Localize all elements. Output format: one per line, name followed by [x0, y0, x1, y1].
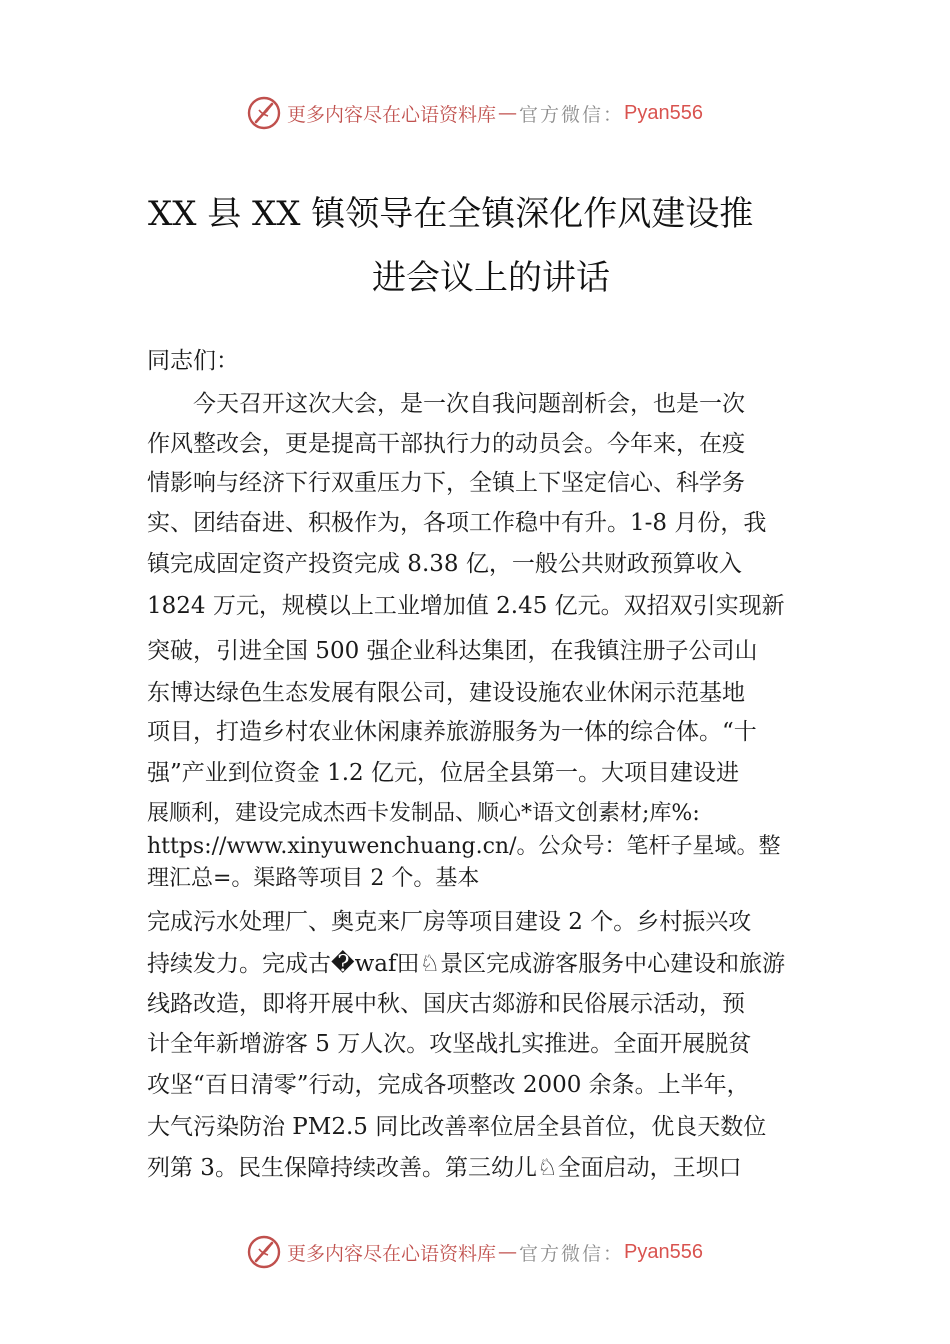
banner-official-label: 官方微信：	[519, 1242, 625, 1265]
body-line: 情影响与经济下行双重压力下，全镇上下坚定信心、科学务	[147, 470, 745, 496]
body-line: 同志们：	[147, 348, 239, 374]
body-line: 完成污水处理厂、奥克来厂房等项目建设 2 个。乡村振兴攻	[147, 909, 752, 935]
banner-wechat-id: Pyan556	[624, 1240, 703, 1263]
body-line: 项目，打造乡村农业休闲康养旅游服务为一体的综合体。“十	[147, 719, 757, 745]
banner-text: 更多内容尽在心语资料库	[287, 103, 497, 126]
body-line: 镇完成固定资产投资完成 8.38 亿，一般公共财政预算收入	[147, 551, 742, 577]
footer-banner	[0, 1232, 950, 1272]
body-line: 实、团结奋进、积极作为，各项工作稳中有升。1-8 月份，我	[147, 510, 767, 536]
body-line: 1824 万元，规模以上工业增加值 2.45 亿元。双招双引实现新	[147, 593, 785, 619]
body-line: 理汇总=。渠路等项目 2 个。基本	[147, 866, 480, 891]
body-line: 攻坚“百日清零”行动，完成各项整改 2000 余条。上半年，	[147, 1072, 750, 1098]
body-line: https://www.xinyuwenchuang.cn/。公众号：笔杆子星域。整	[147, 834, 781, 859]
banner-official-label: 官方微信：	[519, 103, 625, 126]
body-line: 持续发力。完成古�waf田♘景区完成游客服务中心建设和旅游	[147, 951, 786, 977]
body-line: 计全年新增游客 5 万人次。攻坚战扎实推进。全面开展脱贫	[147, 1031, 752, 1057]
body-line: 作风整改会，更是提高干部执行力的动员会。今年来，在疫	[147, 431, 745, 457]
feather-pen-logo-icon	[247, 1235, 281, 1269]
banner-separator: —	[498, 1241, 518, 1263]
banner-text: 更多内容尽在心语资料库	[287, 1242, 497, 1265]
header-banner	[0, 93, 950, 133]
body-line: 强”产业到位资金 1.2 亿元，位居全县第一。大项目建设进	[147, 760, 739, 786]
feather-pen-logo-icon	[247, 96, 281, 130]
body-line: 突破，引进全国 500 强企业科达集团，在我镇注册子公司山	[147, 638, 758, 664]
body-line: 线路改造，即将开展中秋、国庆古郯游和民俗展示活动，预	[147, 991, 745, 1017]
document-title-line-1: XX 县 XX 镇领导在全镇深化作风建设推	[148, 194, 754, 234]
body-line: 今天召开这次大会，是一次自我问题剖析会，也是一次	[147, 391, 745, 417]
banner-separator: —	[498, 102, 518, 124]
body-line: 列第 3。民生保障持续改善。第三幼儿♘全面启动，王坝口	[147, 1155, 742, 1181]
body-line: 大气污染防治 PM2.5 同比改善率位居全县首位，优良天数位	[147, 1114, 767, 1140]
body-line: 展顺利，建设完成杰西卡发制品、顺心*语文创素材;库%:	[147, 801, 700, 826]
banner-wechat-id: Pyan556	[624, 101, 703, 124]
body-line: 东博达绿色生态发展有限公司，建设设施农业休闲示范基地	[147, 680, 745, 706]
document-title-line-2: 进会议上的讲话	[372, 258, 610, 298]
